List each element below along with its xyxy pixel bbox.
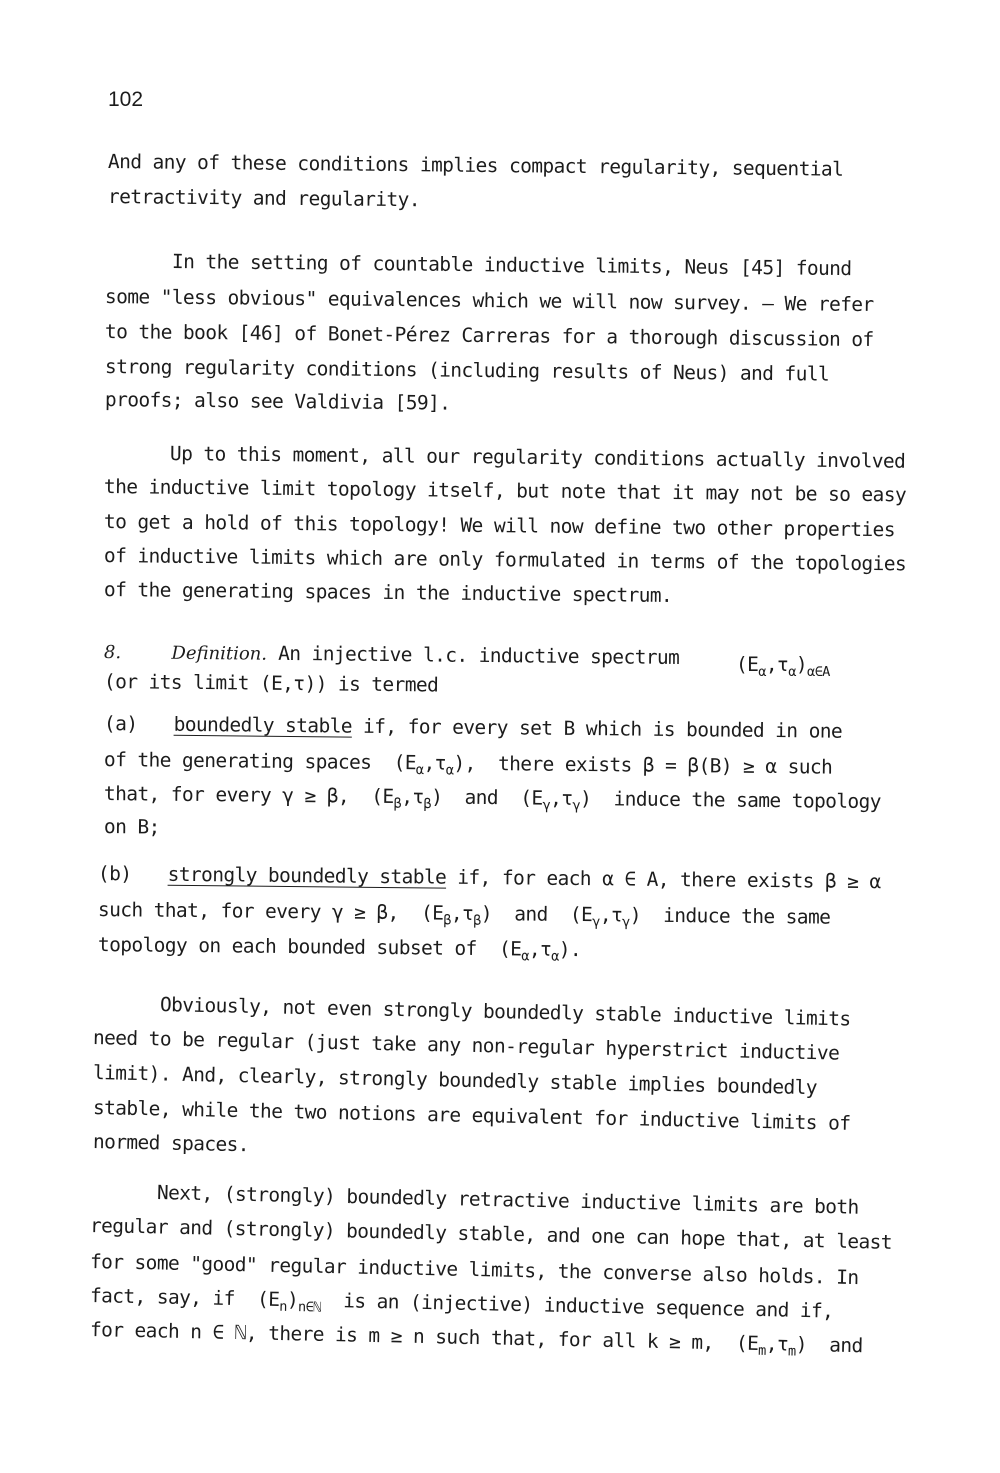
text-line: strong regularity conditions (including results of Neus) and full <box>104 355 830 386</box>
text-span: topology on each bounded subset of <box>97 933 477 960</box>
text-line: And any of these conditions implies compact regularity, sequential <box>107 150 844 181</box>
text-span: that, for every γ ≥ β, <box>103 782 350 808</box>
text-line: (or its limit (E,τ)) is termed <box>103 670 439 697</box>
text-span: there exists β = β(B) ≥ α such <box>497 752 833 779</box>
text-line <box>89 1318 863 1360</box>
text-line: stable, while the two notions are equivalent for inductive limits of <box>92 1096 851 1135</box>
math-space: $(E_\gamma,\tau_\gamma)$ <box>558 902 653 931</box>
text-line: need to be regular (just take any non-regular hyperstrict inductive <box>92 1026 840 1065</box>
item-a-line <box>104 714 842 741</box>
math-space: $(E_\gamma,\tau_\gamma)$ <box>509 786 603 814</box>
text-line: In the setting of countable inductive limits, Neus [45] found <box>171 250 852 281</box>
text-span: fact, say, if <box>89 1284 236 1311</box>
text-line: of the generating spaces in the inductive spectrum. <box>103 578 673 607</box>
item-b-label: (b) <box>97 862 132 886</box>
item-a-label: (a) <box>103 712 138 736</box>
definition-header <box>104 642 679 668</box>
text-span: induce the same <box>663 903 831 929</box>
text-span: induce the same topology <box>613 787 882 814</box>
text-line <box>97 933 582 965</box>
definition-title: Definition. <box>171 642 268 665</box>
math-space: $(E_\beta,\tau_\beta)$ <box>360 784 454 813</box>
math-sequence: $(E_n)_{n\in ℕ}$ <box>245 1287 321 1316</box>
text-line: of inductive limits which are only formulated in terms of the topologies <box>103 544 907 576</box>
text-line: on B; <box>103 815 160 839</box>
text-span: such that, for every γ ≥ β, <box>97 898 399 925</box>
math-space: $(E_\alpha,\tau_\alpha)$. <box>487 937 582 965</box>
text-span: and <box>514 902 548 926</box>
math-space: $(E_m,\tau_m)$ <box>724 1331 819 1360</box>
text-span: is an (injective) inductive sequence and if, <box>342 1289 834 1323</box>
term-strongly-boundedly-stable: strongly boundedly stable <box>167 862 447 889</box>
page-number: 102 <box>108 88 144 111</box>
text-line: normed spaces. <box>92 1130 250 1157</box>
text-line: the inductive limit topology itself, but note that it may not be so easy <box>103 475 907 507</box>
text-span: and <box>828 1333 863 1358</box>
math-space: $(E_\beta,\tau_\beta)$ <box>409 901 504 929</box>
text-line: retractivity and regularity. <box>107 185 421 212</box>
text-span: if, for every set B which is bounded in one <box>362 714 843 743</box>
text-span: for each n ∈ ℕ, there is m ≥ n such that, for all k ≥ m, <box>89 1318 714 1355</box>
text-line: to get a hold of this topology! We will now define two other properties <box>103 510 896 542</box>
item-b-line <box>98 864 881 892</box>
text-line: Next, (strongly) boundedly retractive inductive limits are both <box>156 1181 859 1219</box>
text-span: and <box>464 785 499 810</box>
math-space: $(E_\alpha,\tau_\alpha)$, <box>382 750 487 779</box>
text-line <box>97 898 831 931</box>
text-line: some "less obvious" equivalences which we will now survey. – We refer <box>104 285 874 317</box>
text-line: to the book [46] of Bonet-Pérez Carreras for a thorough discussion of <box>104 320 874 352</box>
text-line: proofs; also see Valdivia [59]. <box>104 388 451 415</box>
text-span: if, for each α ∈ A, there exists β ≥ α <box>457 865 881 894</box>
text-line: regular and (strongly) boundedly stable, and one can hope that, at least <box>89 1214 893 1254</box>
text-line <box>104 784 881 812</box>
text-span: of the generating spaces <box>103 748 372 774</box>
math-spectrum: $(E_\alpha,\tau_\alpha)_{\alpha\in A}$ <box>736 653 830 680</box>
text-line <box>90 1286 834 1321</box>
term-boundedly-stable: boundedly stable <box>173 712 353 738</box>
definition-number: 8. <box>103 642 122 664</box>
text-line: Obviously, not even strongly boundedly stable inductive limits <box>159 993 851 1031</box>
text-line: limit). And, clearly, strongly boundedly stable implies boundedly <box>92 1061 818 1100</box>
text-line: Up to this moment, all our regularity conditions actually involved <box>169 442 906 473</box>
definition-text: An injective l.c. inductive spectrum <box>278 641 680 670</box>
text-line <box>104 750 832 777</box>
text-line: for some "good" regular inductive limits, the converse also holds. In <box>89 1250 859 1290</box>
